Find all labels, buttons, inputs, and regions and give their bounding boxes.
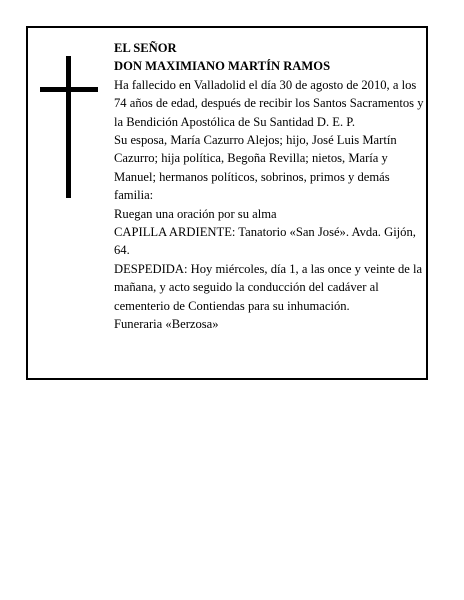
- prayer-request: Ruegan una oración por su alma: [114, 206, 277, 221]
- funeral-home: Funeraria «Berzosa»: [114, 317, 219, 332]
- deceased-name: DON MAXIMIANO MARTÍN RAMOS: [114, 59, 331, 74]
- farewell-info: DESPEDIDA: Hoy miércoles, día 1, a las once y veinte de la mañana, y acto seguido la conducción del cadáver al cementerio de Contiendas para su inhumación.: [114, 261, 423, 313]
- death-announcement: Ha fallecido en Valladolid el día 30 de agosto de 2010, a los 74 años de edad, después de recibir los Santos Sacramentos y la Bendición Apostólica de Su Santidad D. E. P.: [114, 77, 424, 129]
- cross-icon: [40, 56, 98, 198]
- obituary-notice: [26, 26, 428, 380]
- notice-heading-title: EL SEÑOR: [114, 41, 177, 55]
- chapel-info: CAPILLA ARDIENTE: Tanatorio «San José». Avda. Gijón, 64.: [114, 225, 416, 258]
- notice-text: [114, 39, 426, 334]
- cross-vertical-bar: [66, 56, 71, 198]
- family-members: Su esposa, María Cazurro Alejos; hijo, José Luis Martín Cazurro; hija política, Begoña Revilla; nietos, María y Manuel; hermanos políticos, sobrinos, primos y demás familia:: [114, 133, 397, 203]
- cross-horizontal-bar: [40, 87, 98, 92]
